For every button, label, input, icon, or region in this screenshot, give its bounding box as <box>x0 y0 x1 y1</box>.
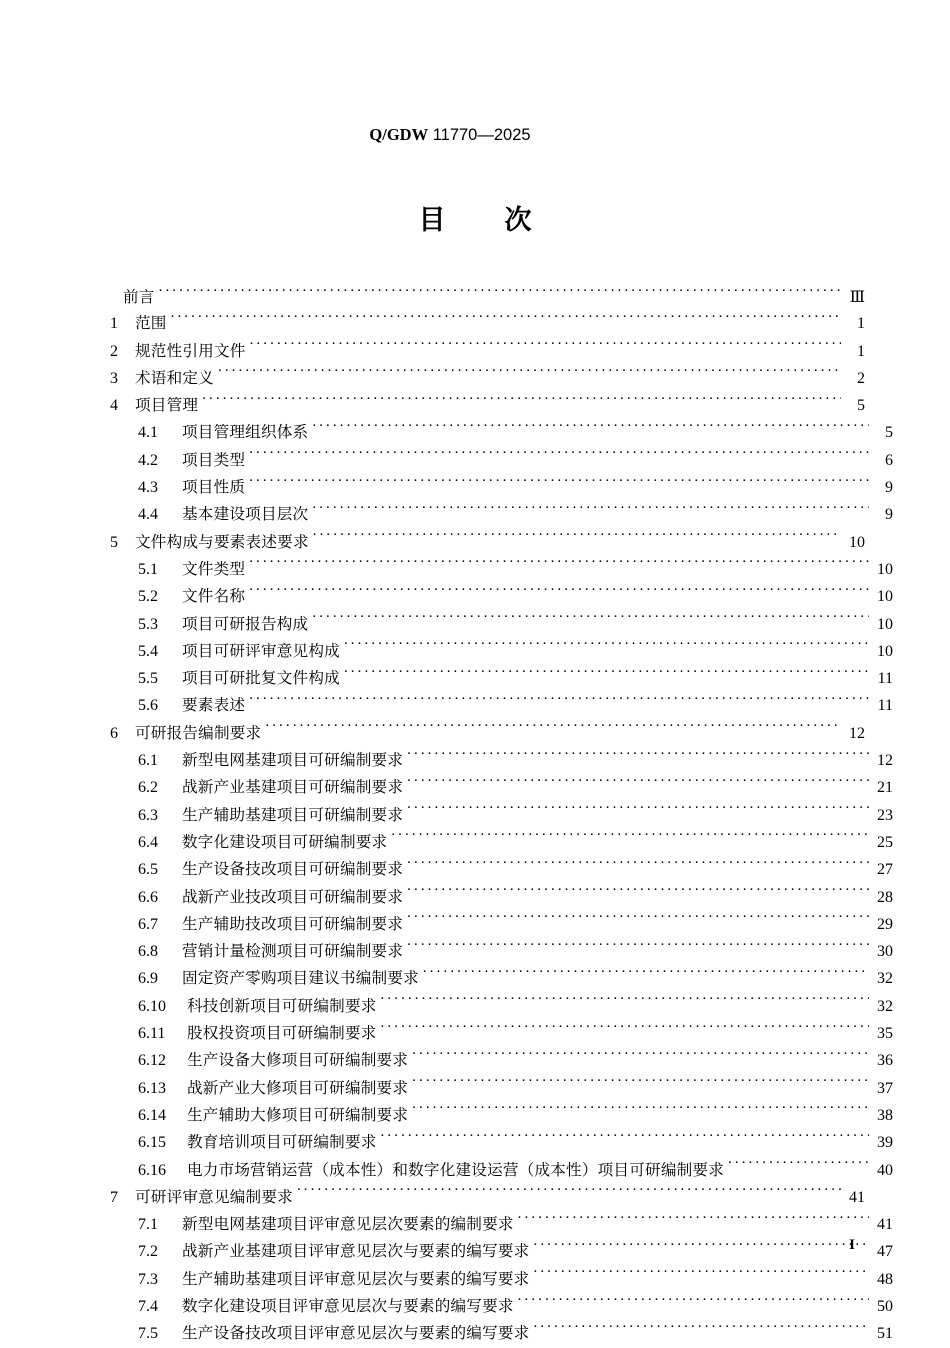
toc-entry-number: 6.13 <box>138 1079 166 1097</box>
toc-entry-page-number: 30 <box>877 943 893 961</box>
toc-entry-label: 文件名称 <box>182 587 246 606</box>
toc-entry-page-number: 11 <box>877 697 893 715</box>
toc-entry-label: 战新产业基建项目评审意见层次与要素的编写要求 <box>182 1242 530 1261</box>
toc-dot-leader <box>313 531 841 547</box>
toc-entry[interactable] <box>110 1020 893 1047</box>
toc-entry-page-number: 32 <box>877 997 893 1015</box>
toc-entry-number: 7.5 <box>138 1325 158 1343</box>
toc-entry-page-number: 32 <box>877 970 893 988</box>
toc-entry-label: 项目类型 <box>182 450 246 469</box>
toc-entry-label: 战新产业大修项目可研编制要求 <box>187 1078 409 1097</box>
toc-entry-page-number: 10 <box>877 588 893 606</box>
toc-entry-number: 2 <box>110 342 118 360</box>
toc-entry[interactable] <box>110 447 893 474</box>
toc-entry-number: 5.6 <box>138 697 158 715</box>
toc-entry-label: 数字化建设项目可研编制要求 <box>182 832 388 851</box>
toc-entry-number: 4.3 <box>138 479 158 497</box>
toc-entry-label: 新型电网基建项目可研编制要求 <box>182 751 404 770</box>
toc-entry-number: 7.2 <box>138 1243 158 1261</box>
toc-dot-leader <box>412 1104 869 1120</box>
toc-entry[interactable] <box>110 829 893 856</box>
toc-entry-number: 5.1 <box>138 560 158 578</box>
toc-dot-leader <box>344 667 869 683</box>
toc-entry-page-number: 1 <box>857 342 865 360</box>
toc-entry-label: 生产设备技改项目评审意见层次与要素的编写要求 <box>182 1324 530 1343</box>
toc-entry-page-number: 29 <box>877 915 893 933</box>
toc-dot-leader <box>533 1268 869 1284</box>
toc-dot-leader <box>265 722 841 738</box>
toc-dot-leader <box>250 340 841 356</box>
toc-entry-label: 文件构成与要素表述要求 <box>135 532 309 551</box>
page-title: 目 次 <box>418 205 548 236</box>
toc-entry-number: 6.6 <box>138 888 158 906</box>
toc-dot-leader <box>728 1159 869 1175</box>
toc-entry-label: 规范性引用文件 <box>135 341 246 360</box>
toc-dot-leader <box>407 858 869 874</box>
toc-entry-page-number: 25 <box>877 833 893 851</box>
toc-entry[interactable] <box>110 911 893 938</box>
toc-entry-label: 生产辅助基建项目可研编制要求 <box>182 805 404 824</box>
toc-entry-label: 项目可研批复文件构成 <box>182 669 340 688</box>
toc-dot-leader <box>171 312 841 328</box>
toc-entry-label: 范围 <box>135 314 167 333</box>
toc-entry[interactable] <box>110 1129 893 1156</box>
toc-entry-number: 4.2 <box>138 451 158 469</box>
toc-entry[interactable] <box>110 365 865 392</box>
toc-entry-page-number: 51 <box>877 1325 893 1343</box>
toc-entry-label: 项目可研报告构成 <box>182 614 309 633</box>
toc-entry-number: 6.3 <box>138 806 158 824</box>
toc-entry[interactable] <box>110 1320 893 1347</box>
toc-dot-leader <box>407 749 869 765</box>
toc-entry[interactable] <box>110 310 865 337</box>
toc-entry-label: 项目可研评审意见构成 <box>182 641 340 660</box>
toc-entry-label: 教育培训项目可研编制要求 <box>187 1133 377 1152</box>
toc-entry-number: 6.10 <box>138 997 166 1015</box>
toc-entry-number: 6.4 <box>138 833 158 851</box>
toc-entry[interactable] <box>110 993 893 1020</box>
toc-entry-number: 1 <box>110 315 118 333</box>
toc-entry-label: 项目性质 <box>182 478 246 497</box>
toc-entry-number: 5 <box>110 533 118 551</box>
toc-entry-label: 可研报告编制要求 <box>135 723 262 742</box>
toc-entry[interactable] <box>110 556 893 583</box>
toc-entry-number: 6.7 <box>138 915 158 933</box>
toc-entry-number: 6.14 <box>138 1106 166 1124</box>
toc-entry-page-number: 50 <box>877 1297 893 1315</box>
toc-entry-page-number: 6 <box>885 451 893 469</box>
toc-entry-page-number: 12 <box>877 752 893 770</box>
toc-entry-label: 战新产业基建项目可研编制要求 <box>182 778 404 797</box>
toc-entry[interactable] <box>110 938 893 965</box>
toc-entry-page-number: 10 <box>877 560 893 578</box>
toc-entry[interactable] <box>110 802 893 829</box>
toc-entry[interactable] <box>110 283 865 310</box>
toc-dot-leader <box>312 421 869 437</box>
toc-entry-number: 5.4 <box>138 642 158 660</box>
toc-dot-leader <box>381 995 869 1011</box>
toc-entry-number: 4 <box>110 397 118 415</box>
toc-entry-page-number: 9 <box>885 479 893 497</box>
toc-dot-leader <box>297 1186 841 1202</box>
toc-entry-number: 6.1 <box>138 752 158 770</box>
toc-entry[interactable] <box>110 747 893 774</box>
toc-entry-number: 6.12 <box>138 1052 166 1070</box>
toc-entry[interactable] <box>110 665 893 692</box>
toc-entry-label: 术语和定义 <box>135 368 214 387</box>
toc-entry-label: 电力市场营销运营（成本性）和数字化建设运营（成本性）项目可研编制要求 <box>187 1160 724 1179</box>
toc-entry[interactable] <box>110 338 865 365</box>
page-folio: I <box>849 1237 855 1253</box>
toc-entry-label: 基本建设项目层次 <box>182 505 309 524</box>
toc-entry-number: 6.16 <box>138 1161 166 1179</box>
toc-entry-label: 前言 <box>123 288 155 306</box>
toc-entry-page-number: 5 <box>857 397 865 415</box>
toc-entry-page-number: 40 <box>877 1161 893 1179</box>
toc-dot-leader <box>391 831 869 847</box>
toc-entry-page-number: 11 <box>877 670 893 688</box>
toc-dot-leader <box>159 286 841 302</box>
toc-entry[interactable] <box>110 1293 893 1320</box>
toc-entry-label: 营销计量检测项目可研编制要求 <box>182 942 404 961</box>
toc-entry-page-number: 21 <box>877 779 893 797</box>
toc-dot-leader <box>412 1049 869 1065</box>
toc-entry-number: 4.4 <box>138 506 158 524</box>
toc-dot-leader <box>407 886 869 902</box>
toc-entry-page-number: 9 <box>885 506 893 524</box>
toc-entry[interactable] <box>110 965 893 992</box>
toc-entry-number: 7 <box>110 1188 118 1206</box>
toc-entry[interactable] <box>110 1102 893 1129</box>
standard-id-prefix: Q/GDW <box>369 125 429 144</box>
toc-entry[interactable] <box>110 419 893 446</box>
toc-entry-page-number: 37 <box>877 1079 893 1097</box>
toc-entry[interactable] <box>110 611 893 638</box>
toc-entry-label: 新型电网基建项目评审意见层次要素的编制要求 <box>182 1215 514 1234</box>
toc-entry-label: 生产设备技改项目可研编制要求 <box>182 860 404 879</box>
toc-entry-page-number: 12 <box>849 724 865 742</box>
toc-entry-page-number: 38 <box>877 1106 893 1124</box>
toc-entry-number: 7.4 <box>138 1297 158 1315</box>
toc-entry-page-number: 27 <box>877 861 893 879</box>
toc-entry-label: 项目管理组织体系 <box>182 423 309 442</box>
toc-dot-leader <box>249 585 869 601</box>
toc-entry[interactable] <box>110 529 865 556</box>
toc-entry-number: 5.3 <box>138 615 158 633</box>
standard-number-value: 11770—2025 <box>432 126 531 144</box>
toc-entry-number: 6.5 <box>138 861 158 879</box>
toc-entry-number: 6.15 <box>138 1134 166 1152</box>
toc-entry-number: 6.9 <box>138 970 158 988</box>
toc-entry-page-number: 41 <box>877 1216 893 1234</box>
toc-entry-number: 6.2 <box>138 779 158 797</box>
toc-entry-page-number: 41 <box>849 1188 865 1206</box>
toc-entry[interactable] <box>110 1075 893 1102</box>
toc-dot-leader <box>412 1077 869 1093</box>
toc-dot-leader <box>407 913 869 929</box>
toc-entry-label: 生产辅助大修项目可研编制要求 <box>187 1105 409 1124</box>
toc-entry[interactable] <box>110 1157 893 1184</box>
toc-entry[interactable] <box>110 692 893 719</box>
toc-entry-page-number: 39 <box>877 1134 893 1152</box>
toc-dot-leader <box>202 394 841 410</box>
running-header <box>0 125 950 145</box>
toc-entry[interactable] <box>110 774 893 801</box>
toc-entry-label: 生产辅助基建项目评审意见层次与要素的编写要求 <box>182 1269 530 1288</box>
toc-entry[interactable] <box>110 583 893 610</box>
toc-entry[interactable] <box>110 1266 893 1293</box>
toc-entry-page-number: 23 <box>877 806 893 824</box>
toc-entry-label: 生产设备大修项目可研编制要求 <box>187 1051 409 1070</box>
toc-entry-page-number: 10 <box>877 615 893 633</box>
toc-entry[interactable] <box>110 720 865 747</box>
toc-entry-label: 可研评审意见编制要求 <box>135 1187 293 1206</box>
toc-entry-page-number: 28 <box>877 888 893 906</box>
toc-entry[interactable] <box>110 856 893 883</box>
toc-entry-page-number: 48 <box>877 1270 893 1288</box>
toc-entry-number: 3 <box>110 369 118 387</box>
toc-entry-number: 6 <box>110 724 118 742</box>
toc-dot-leader <box>423 967 869 983</box>
toc-entry-number: 7.1 <box>138 1216 158 1234</box>
toc-entry-number: 6.8 <box>138 943 158 961</box>
toc-dot-leader <box>407 940 869 956</box>
toc-entry-page-number: 1 <box>857 315 865 333</box>
toc-entry[interactable] <box>110 884 893 911</box>
toc-entry-page-number: 47 <box>877 1243 893 1261</box>
toc-entry-label: 生产辅助技改项目可研编制要求 <box>182 914 404 933</box>
toc-entry-label: 战新产业技改项目可研编制要求 <box>182 887 404 906</box>
toc-entry-number: 4.1 <box>138 424 158 442</box>
toc-dot-leader <box>249 694 869 710</box>
toc-entry-page-number: 10 <box>877 642 893 660</box>
toc-entry[interactable] <box>110 1211 893 1238</box>
toc-entry-number: 7.3 <box>138 1270 158 1288</box>
toc-dot-leader <box>533 1322 869 1338</box>
toc-entry-label: 要素表述 <box>182 696 246 715</box>
toc-dot-leader <box>344 640 869 656</box>
table-of-contents <box>110 283 893 1348</box>
toc-entry-page-number: Ⅲ <box>849 287 865 306</box>
toc-entry-label: 固定资产零购项目建议书编制要求 <box>182 969 419 988</box>
toc-entry[interactable] <box>110 638 893 665</box>
toc-entry-page-number: 2 <box>857 369 865 387</box>
toc-dot-leader <box>312 613 869 629</box>
toc-dot-leader <box>249 476 869 492</box>
toc-entry-number: 6.11 <box>138 1025 166 1043</box>
toc-dot-leader <box>249 449 869 465</box>
toc-dot-leader <box>249 558 869 574</box>
toc-entry[interactable] <box>110 392 865 419</box>
toc-dot-leader <box>518 1295 869 1311</box>
toc-dot-leader <box>381 1022 869 1038</box>
toc-entry[interactable] <box>110 501 893 528</box>
toc-entry-page-number: 35 <box>877 1025 893 1043</box>
toc-entry-page-number: 36 <box>877 1052 893 1070</box>
toc-entry[interactable] <box>110 1047 893 1074</box>
toc-entry-label: 数字化建设项目评审意见层次与要素的编写要求 <box>182 1296 514 1315</box>
toc-entry-page-number: 10 <box>849 533 865 551</box>
toc-entry-label: 科技创新项目可研编制要求 <box>187 996 377 1015</box>
toc-dot-leader <box>407 804 869 820</box>
toc-entry-number: 5.2 <box>138 588 158 606</box>
toc-entry[interactable] <box>110 1184 865 1211</box>
toc-dot-leader <box>218 367 841 383</box>
toc-entry[interactable] <box>110 474 893 501</box>
toc-entry-number: 5.5 <box>138 670 158 688</box>
toc-dot-leader <box>312 503 869 519</box>
toc-entry-label: 文件类型 <box>182 559 246 578</box>
toc-dot-leader <box>381 1131 869 1147</box>
toc-entry-label: 股权投资项目可研编制要求 <box>187 1024 377 1043</box>
toc-dot-leader <box>518 1213 869 1229</box>
toc-dot-leader <box>407 776 869 792</box>
toc-entry-page-number: 5 <box>885 424 893 442</box>
toc-entry-label: 项目管理 <box>135 396 199 415</box>
